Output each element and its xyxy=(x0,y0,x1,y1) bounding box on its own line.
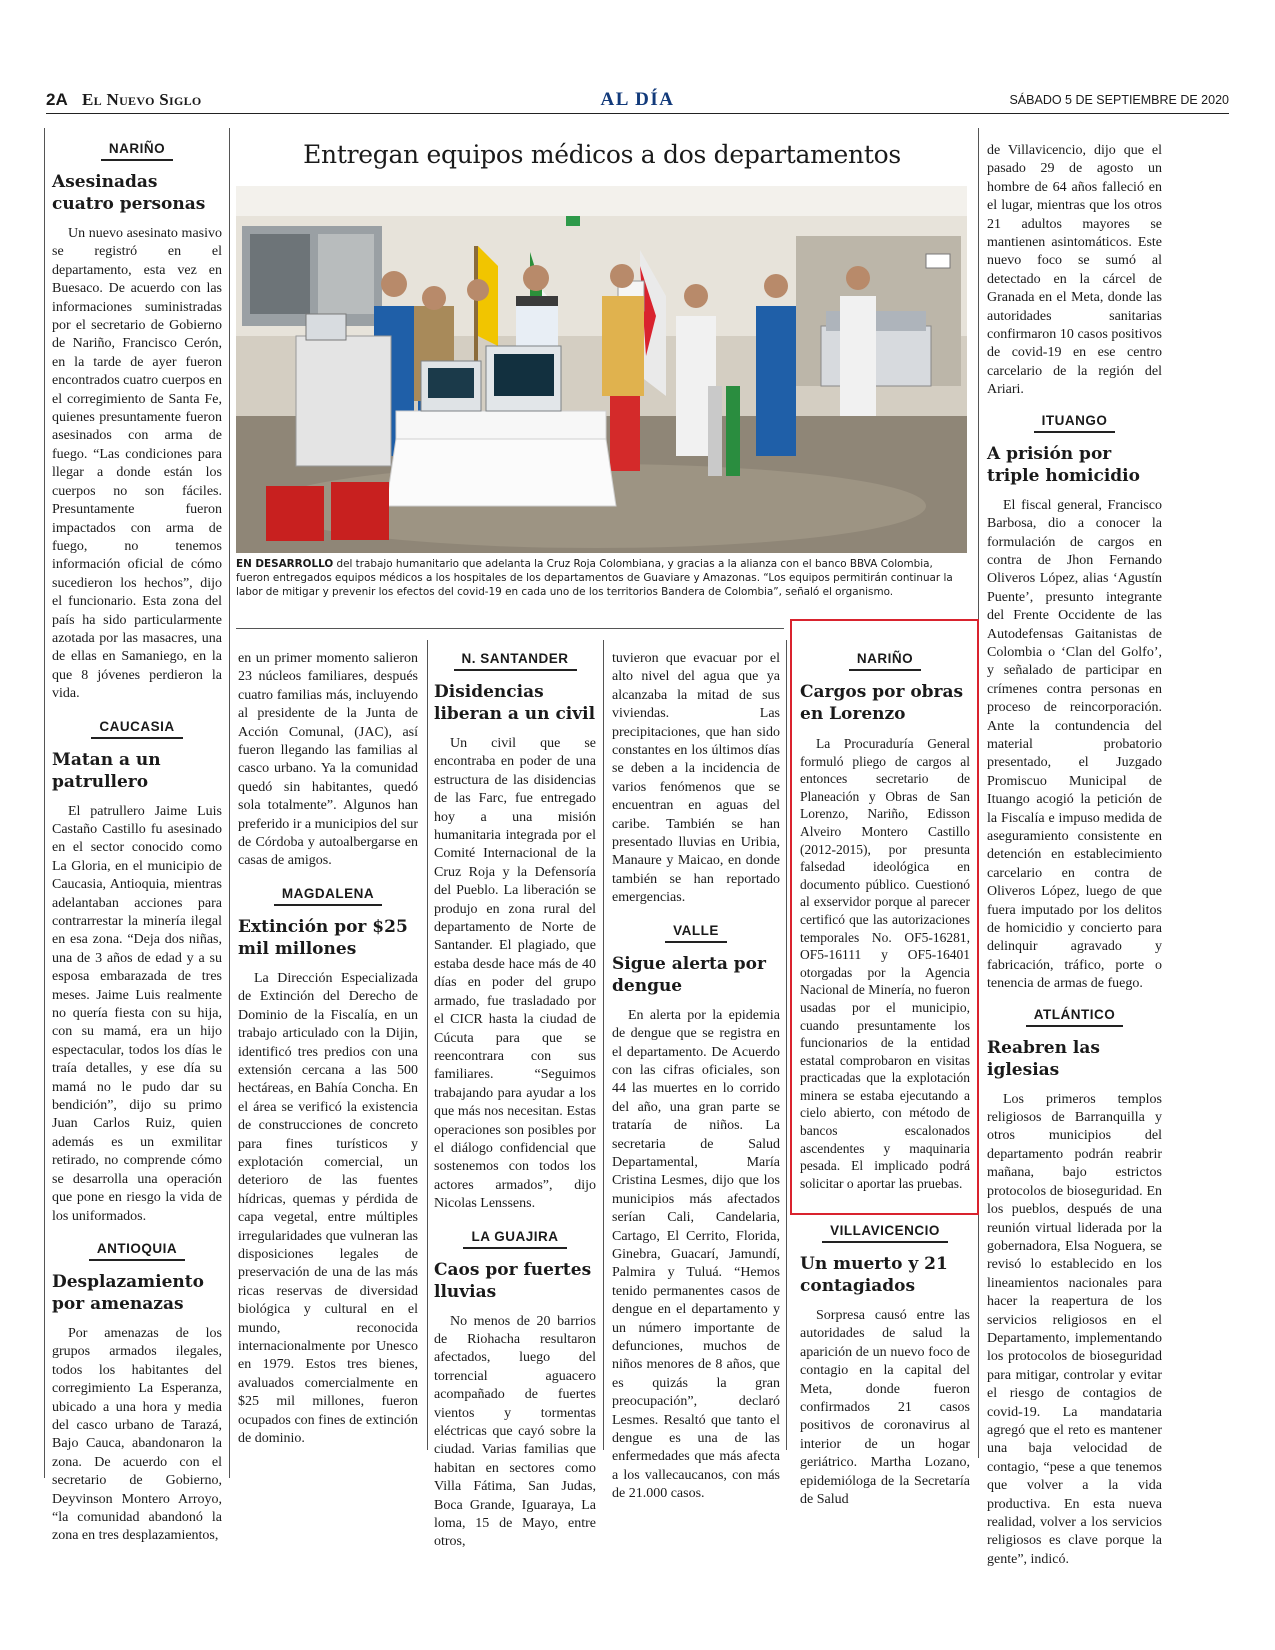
article-body: Los primeros templos religiosos de Barranquilla y otros municipios del departamento podrán reabrir mañana, bajo estrictos protocolos de bioseguridad. En los pueblos, después de una reunión virtual liderada por la gobernadora, Elsa Noguera, se revisó lo establecido en los lineamientos nacionales para hacer la reapertura de los servicios religiosos en el Departamento, implementando los protocolos de bioseguridad para mitigar, controlar y evitar el riesgo de contagios de covid-19. La mandataria agregó que el reto es mantener una baja velocidad de contagio, “pese a que tenemos que volver a la vida productiva. En esta nueva realidad, volver a los servicios religiosos es clave porque la gente”, indicó. xyxy=(987,1091,1162,1567)
photo-caption xyxy=(236,557,967,600)
article-headline: Cargos por obras en Lorenzo xyxy=(800,682,964,724)
newspaper-name: El Nuevo Siglo xyxy=(82,90,202,109)
article-headline: Reabren las iglesias xyxy=(987,1037,1100,1080)
article-body: La Dirección Especializada de Extinción del Derecho de Dominio de la Fiscalía, en un trabajo articulado con la Dijin, identificó tres predios con una extensión cercana a las 500 hectáreas, en Bahía Concha. En el área se verificó la existencia de construcciones de concreto para fines turísticos y explotación comercial, un deterioro de las fuentes hídricas, quemas y pérdida de capa vegetal, entre múltiples irregularidades que vulneran las disposiciones legales de preservación de una de las más ricas reservas de diversidad biológica y cultural en el mundo, reconocida internacionalmente por Unesco en 1979. Estos tres bienes, avaluados comercialmente en $25 mil millones, fueron ocupados con fines de extinción de dominio. xyxy=(238,970,418,1447)
column-rule xyxy=(786,640,787,1450)
section-kicker: ITUANGO xyxy=(1034,413,1116,433)
margin-rule-left xyxy=(44,128,45,1478)
issue-date: SÁBADO 5 DE SEPTIEMBRE DE 2020 xyxy=(1009,93,1229,107)
article-headline: A prisión por triple homicidio xyxy=(987,443,1140,486)
feature-bottom-rule xyxy=(236,628,784,629)
article-continuation: de Villavicencio, dijo que el pasado 29 de agosto un hombre de 64 años falleció en el lugar, mientras que los otros 21 adultos mayores se mantienen asintomáticos. Este nuevo foco se sumó al detectado en la cárcel de Granada en el Meta, donde las autoridades sanitarias confirmaron 10 casos positivos de covid-19 en ese centro carcelario de la región del Ariari. xyxy=(987,143,1162,398)
section-kicker: CAUCASIA xyxy=(91,719,182,739)
section-kicker: N. SANTANDER xyxy=(454,651,577,671)
column-5-lower xyxy=(800,1220,970,1509)
section-kicker: VALLE xyxy=(665,923,727,943)
article-body: El patrullero Jaime Luis Castaño Castillo fu asesinado en el sector conocido como La Gloria, en el municipio de Caucasia, Antioquia, mientras adelantaban acciones para contrarrestar la minería ilegal en esa zona. “Deja dos niñas, una de 3 años de edad y a su esposa embarazada de tres meses. Jaime Luis realmente no quería fiesta con su hija, con su mamá, era un hijo espectacular, todos los días le traía detalles, y ese día su mamá no le pudo dar su bendición”, dijo su primo Juan Carlos Ruiz, quien además es un exmilitar retirado, no comprende cómo se desarrolla una operación que pone en riesgo la vida de los uniformados. xyxy=(52,803,222,1224)
article-headline: Sigue alerta por dengue xyxy=(612,953,766,996)
article-body: No menos de 20 barrios de Riohacha resultaron afectados, luego del torrencial aguacero acompañado de fuertes vientos y tormentas eléctricas que cayó sobre la ciudad. Varias familias que habitan en sectores como Villa Fátima, San Judas, Boca Grande, Iguaraya, La loma, 15 de Mayo, entre otros, xyxy=(434,1313,596,1550)
article-continuation: en un primer momento salieron 23 núcleos familiares, después cuatro familias más, incluyendo al presidente de la Junta de Acción Comunal, (JAC), así fueron llegando las familias al casco urbano. Ya la comunidad quedó sin habitantes, quedó sola totalmente”. Algunos han preferido ir a municipios del sur de Córdoba y autoalbergarse en casas de amigos. xyxy=(238,651,419,869)
article-body: El fiscal general, Francisco Barbosa, dio a conocer la formulación de cargos en contra de Jhon Fernando Oliveros López, alias ‘Agustín Puente’, presunto integrante del Frente Occidente de las Autodefensas Gaitanistas de Colombia o ‘Clan del Golfo’, y señalado de participar en crímenes contra personas en proceso de reincorporación. Ante la contundencia del material probatorio presentado, el Juzgado Promiscuo Municipal de Ituango acogió la petición de la Fiscalía e impuso medida de aseguramiento consistente en detención en establecimiento carcelario en contra de Oliveros López, luego de que fuera imputado por los delitos de homicidio y concierto para delinquir agravado y fabricación, tráfico, porte o tenencia de armas de fuego. xyxy=(987,497,1162,992)
column-rule xyxy=(603,640,604,1450)
article-headline: Desplazamiento por amenazas xyxy=(52,1271,204,1314)
caption-text: del trabajo humanitario que adelanta la Cruz Roja Colombiana, y gracias a la alianza con el banco BBVA Colombia, fueron entregados equipos médicos a los hospitales de los departamentos de Guaviare y Amazonas. “Los equipos permitirán continuar la labor de mitigar y prevenir los efectos del covid-19 en cada uno de los territorios Bandera de Colombia”, señaló el organismo. xyxy=(236,558,953,599)
column-3 xyxy=(434,648,596,1552)
medical-team-photo xyxy=(236,186,967,553)
caption-lead: EN DESARROLLO xyxy=(236,558,334,570)
article-body: Sorpresa causó entre las autoridades de salud la aparición de un nuevo foco de contagio en la capital del Meta, donde fueron confirmados 21 casos positivos de coronavirus al interior de un hogar geriátrico. Martha Lozano, epidemióloga de la Secretaría de Salud xyxy=(800,1308,970,1508)
section-kicker: ANTIOQUIA xyxy=(89,1241,185,1261)
article-body: Un nuevo asesinato masivo se registró en el departamento, esta vez en Buesaco. De acuerdo con las informaciones suministradas por el secretario de Gobierno de Nariño, Francisco Cerón, en la tarde de ayer fueron encontrados cuatro cuerpos en el corregimiento de Santa Fe, quienes presuntamente fueron asesinados con arma de fuego. “Las condiciones para llegar a donde están los cuerpos no son fáciles. Presuntamente fueron impactados con arma de fuego, no tenemos información oficial de cómo sucedieron los hechos”, dijo el funcionario. Esta zona del país ha sido particularmente azotada por las masacres, una de ellas en Samaniego, en la que 8 jóvenes perdieron la vida. xyxy=(52,226,222,702)
column-2 xyxy=(238,650,418,1448)
article-continuation: tuvieron que evacuar por el alto nivel del agua que ya alcanzaba la mitad de sus viviendas. Las precipitaciones, que han sido constantes en los últimos días se deben a la incidencia de varios fenómenos que se encuentran en aguas del caribe. También se han presentado lluvias en Uribia, Manaure y Maicao, en donde también se han reportado emergencias. xyxy=(612,651,780,906)
column-rule xyxy=(229,128,230,1478)
section-kicker: ATLÁNTICO xyxy=(1026,1007,1124,1027)
article-headline: Asesinadas cuatro personas xyxy=(52,172,206,214)
feature-photo xyxy=(236,186,967,553)
column-5 xyxy=(800,648,970,1192)
section-kicker: LA GUAJIRA xyxy=(463,1229,566,1249)
article-headline: Un muerto y 21 contagiados xyxy=(800,1254,948,1296)
page-number: 2A xyxy=(46,90,68,109)
header-rule xyxy=(46,113,1229,114)
column-6 xyxy=(987,142,1162,1569)
article-headline: Caos por fuertes lluvias xyxy=(434,1259,592,1302)
article-headline: Extinción por $25 mil millones xyxy=(238,916,408,959)
column-rule xyxy=(427,640,428,1450)
feature-title: Entregan equipos médicos a dos departamentos xyxy=(303,140,901,169)
section-kicker: MAGDALENA xyxy=(274,886,382,906)
section-title: AL DÍA xyxy=(600,89,675,110)
article-headline: Disidencias liberan a un civil xyxy=(434,682,596,724)
article-body: La Procuraduría General formuló pliego de cargos al entonces secretario de Planeación y Obras de San Lorenzo, Nariño, Edisson Alveiro Montero Castillo (2012-2015), por presunta falsedad ideológica en documento público. Cuestionó al exservidor porque al parecer certificó que las autorizaciones temporales No. OF5-16281, OF5-16111 y OF5-16401 otorgadas por la Agencia Nacional de Minería, no fueron usadas por el municipio, cuando presuntamente los funcionarios de la entidad estatal comprobaron en visitas practicadas que la explotación minera se estaba ejecutando a cielo abierto, con método de bancos escalonados ascendentes y maquinaria pesada. El implicado podrá solicitar o aportar las pruebas. xyxy=(800,736,970,1191)
section-kicker: NARIÑO xyxy=(101,141,173,161)
column-1 xyxy=(52,138,222,1546)
section-kicker: NARIÑO xyxy=(849,651,921,671)
article-body: Por amenazas de los grupos armados ilegales, todos los habitantes del corregimiento La Esperanza, ubicado a una hora y media del casco urbano de Tarazá, Bajo Cauca, abandonaron la zona. De acuerdo con el secretario de Gobierno, Deyvinson Montero Arroyo, “la comunidad abandonó la zona en tres desplazamientos, xyxy=(52,1325,222,1544)
section-kicker: VILLAVICENCIO xyxy=(822,1223,948,1243)
article-headline: Matan a un patrullero xyxy=(52,749,161,792)
column-4 xyxy=(612,650,780,1504)
article-body: Un civil que se encontraba en poder de una estructura de las disidencias de las Farc, fue entregado hoy a una misión humanitaria integrada por el Comité Internacional de la Cruz Roja y la Defensoría del Pueblo. La liberación se produjo en zona rural del departamento de Norte de Santander. El plagiado, que estaba desde hace más de 40 días en poder del grupo armado, fue trasladado por el CICR hasta la ciudad de Cúcuta para que se reencontrara con sus familiares. “Seguimos trabajando para ayudar a los que más nos necesitan. Estas operaciones son posibles por el diálogo confidencial que sostenemos con todos los actores armados”, dijo Nicolas Lenssens. xyxy=(434,736,596,1212)
article-body: En alerta por la epidemia de dengue que se registra en el departamento. De Acuerdo con las cifras oficiales, son 44 las muertes en lo corrido del año, una gran parte se trataría de niños. La secretaria de Salud Departamental, María Cristina Lesmes, dijo que los municipios más afectados serían Cali, Candelaria, Cartago, El Cerrito, Florida, Ginebra, Guacarí, Jamundí, Palmira y Tuluá. “Hemos tenido permanentes casos de dengue en el departamento y un número importante de defunciones, muchos de niños menores de 8 años, que es quizás la gran preocupación”, declaró Lesmes. Resaltó que tanto el dengue es una de las enfermedades que más afecta a los vallecaucanos, con más de 21.000 casos. xyxy=(612,1007,780,1502)
